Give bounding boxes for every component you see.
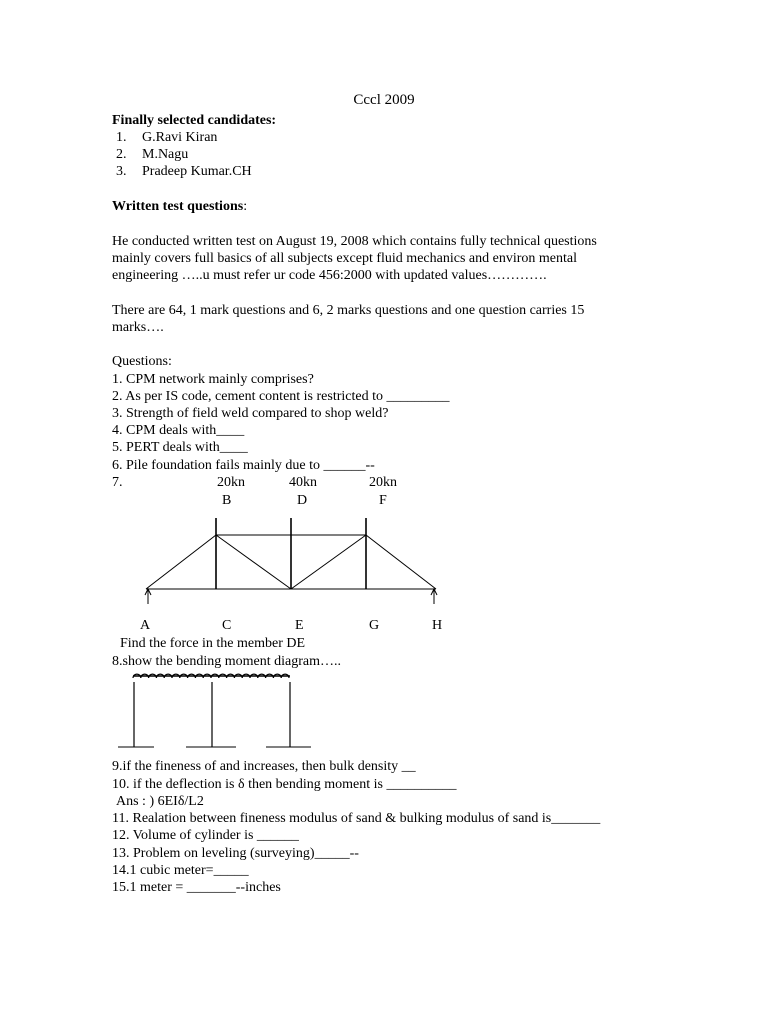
truss-member-be	[216, 535, 291, 589]
question-7-text: Find the force in the member DE	[120, 636, 306, 651]
question-13: 13. Problem on leveling (surveying)_____--	[112, 846, 359, 861]
paragraph-line: He conducted written test on August 19, 2008 which contains fully technical questions	[112, 234, 597, 249]
paragraph-line: There are 64, 1 mark questions and 6, 2 marks questions and one question carries 15	[112, 303, 585, 318]
question-2: 2. As per IS code, cement content is restricted to _________	[112, 389, 450, 404]
truss-member-fh	[366, 535, 436, 589]
list-number: 3.	[116, 164, 127, 179]
question-4: 4. CPM deals with____	[112, 423, 245, 438]
written-heading-text: Written test questions	[112, 199, 244, 214]
node-label-b: B	[222, 493, 232, 508]
paragraph-line: marks….	[112, 320, 164, 335]
candidate-name: Pradeep Kumar.CH	[142, 164, 252, 179]
load-label-d: 40kn	[289, 475, 317, 490]
node-label-e: E	[295, 618, 304, 633]
written-heading-colon: :	[243, 199, 248, 214]
paragraph-line: mainly covers full basics of all subjects except fluid mechanics and environ mental	[112, 251, 577, 266]
node-label-h: H	[432, 618, 443, 633]
candidate-name: M.Nagu	[142, 147, 189, 162]
list-number: 1.	[116, 130, 127, 145]
node-label-c: C	[222, 618, 232, 633]
question-11: 11. Realation between fineness modulus of sand & bulking modulus of sand is_______	[112, 811, 601, 826]
question-5: 5. PERT deals with____	[112, 440, 248, 455]
question-14: 14.1 cubic meter=_____	[112, 863, 249, 878]
question-10-answer: Ans : ) 6EIδ/L2	[116, 794, 204, 809]
question-7-number: 7.	[112, 475, 123, 490]
frame-diagram	[118, 674, 311, 747]
page-title: Cccl 2009	[353, 92, 415, 108]
question-1: 1. CPM network mainly comprises?	[112, 372, 314, 387]
node-label-a: A	[140, 618, 151, 633]
list-number: 2.	[116, 147, 127, 162]
truss-diagram	[145, 518, 437, 604]
node-label-d: D	[297, 493, 308, 508]
questions-heading: Questions:	[112, 354, 172, 369]
question-12: 12. Volume of cylinder is ______	[112, 828, 299, 843]
question-9: 9.if the fineness of and increases, then bulk density __	[112, 759, 416, 774]
question-8: 8.show the bending moment diagram…..	[112, 654, 342, 669]
load-label-b: 20kn	[217, 475, 245, 490]
paragraph-line: engineering …..u must refer ur code 456:2000 with updated values………….	[112, 268, 547, 283]
load-label-f: 20kn	[369, 475, 397, 490]
candidate-name: G.Ravi Kiran	[142, 130, 218, 145]
question-15: 15.1 meter = _______--inches	[112, 880, 281, 895]
question-6: 6. Pile foundation fails mainly due to ______--	[112, 458, 375, 473]
candidates-heading: Finally selected candidates:	[112, 113, 277, 128]
node-label-f: F	[379, 493, 387, 508]
question-10: 10. if the deflection is δ then bending moment is __________	[112, 777, 457, 792]
node-label-g: G	[369, 618, 380, 633]
distributed-load	[133, 674, 289, 678]
question-3: 3. Strength of field weld compared to shop weld?	[112, 406, 389, 421]
truss-member-ef	[291, 535, 366, 589]
truss-member-ab	[146, 535, 216, 589]
